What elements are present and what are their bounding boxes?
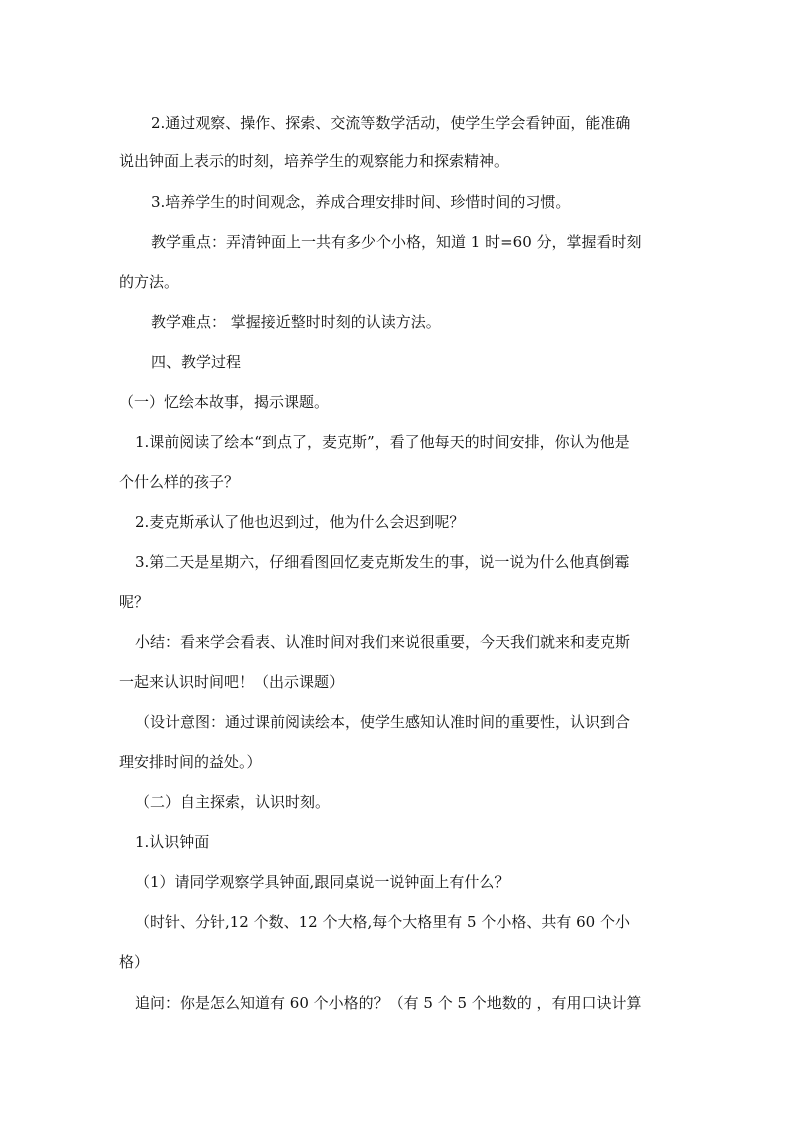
text-line: 追问：你是怎么知道有 60 个小格的？（有 5 个 5 个地数的 ，有用口诀计算 xyxy=(135,994,642,1012)
section-heading: 四、教学过程 xyxy=(151,353,242,371)
subsection-heading: （二）自主探索，认识时刻。 xyxy=(135,793,331,811)
text-line: 理安排时间的益处。） xyxy=(119,753,262,771)
text-line: （1）请同学观察学具钟面,跟同桌说一说钟面上有什么？ xyxy=(135,873,510,891)
text-line: 格） xyxy=(119,953,150,971)
text-line: 3.第二天是星期六，仔细看图回忆麦克斯发生的事，说一说为什么他真倒霉 xyxy=(135,553,630,571)
text-line: 呢？ xyxy=(119,593,150,611)
text-line: 1.课前阅读了绘本“到点了，麦克斯”，看了他每天的时间安排，你认为他是 xyxy=(135,433,630,451)
text-line: 2.通过观察、操作、探索、交流等数学活动，使学生学会看钟面，能准确 xyxy=(151,114,631,132)
text-line: 一起来认识时间吧！（出示课题） xyxy=(119,673,345,691)
text-line: 3.培养学生的时间观念，养成合理安排时间、珍惜时间的习惯。 xyxy=(151,193,571,211)
text-line: 的方法。 xyxy=(119,273,180,291)
text-line: （设计意图：通过课前阅读绘本，使学生感知认准时间的重要性，认识到合 xyxy=(135,713,631,731)
text-line: 教学难点： 掌握接近整时时刻的认读方法。 xyxy=(151,313,441,331)
text-line: 教学重点：弄清钟面上一共有多少个小格，知道 1 时=60 分，掌握看时刻 xyxy=(151,233,642,251)
text-line: 2.麦克斯承认了他也迟到过，他为什么会迟到呢？ xyxy=(135,513,465,531)
text-line: 说出钟面上表示的时刻，培养学生的观察能力和探索精神。 xyxy=(119,152,510,170)
subsection-heading: （一）忆绘本故事，揭示课题。 xyxy=(119,393,330,411)
text-line: （时针、分针,12 个数、12 个大格,每个大格里有 5 个小格、共有 60 个小 xyxy=(135,913,630,931)
text-line: 个什么样的孩子？ xyxy=(119,473,240,491)
text-line: 1.认识钟面 xyxy=(135,833,210,851)
text-line: 小结：看来学会看表、认准时间对我们来说很重要，今天我们就来和麦克斯 xyxy=(135,633,631,651)
